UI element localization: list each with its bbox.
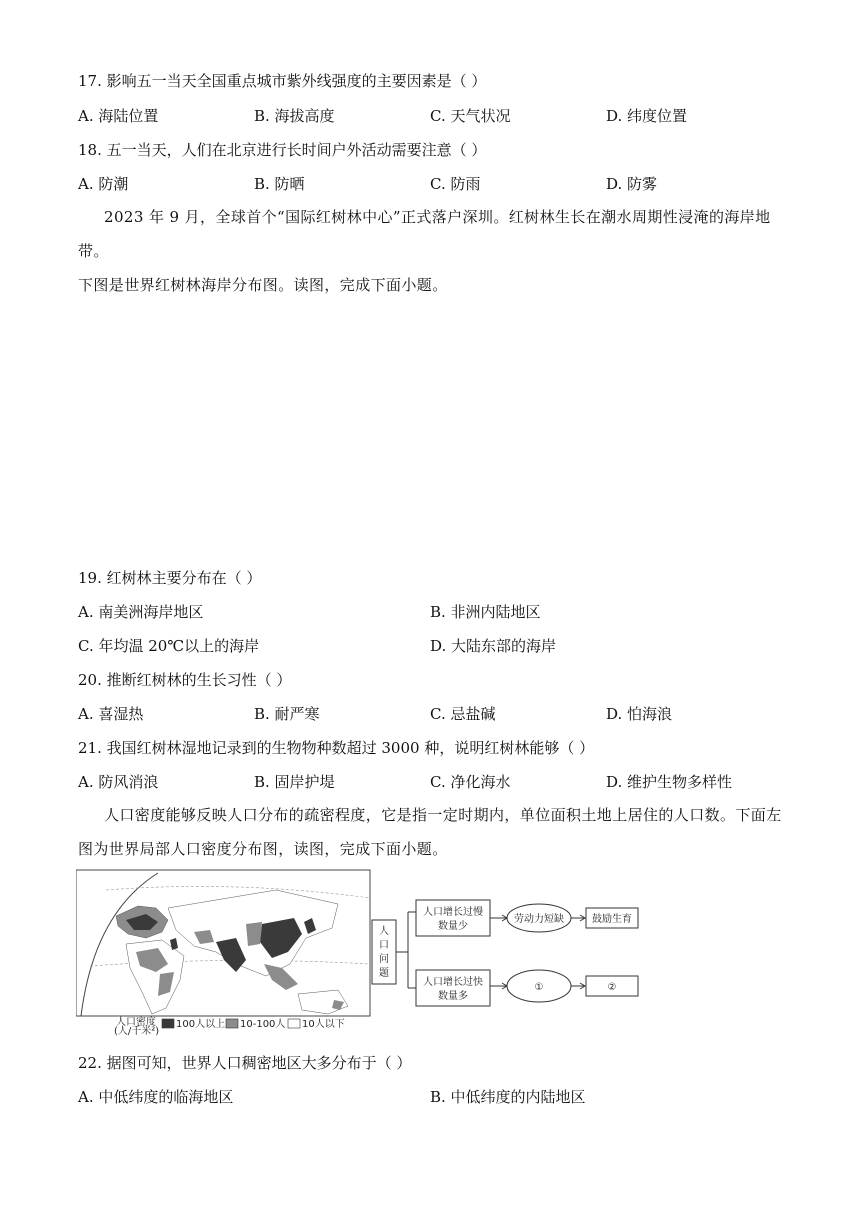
q17-option-b[interactable]: B. 海拔高度 bbox=[254, 107, 335, 125]
population-density-map bbox=[76, 870, 370, 1016]
legend-label-sparse: 10人以下 bbox=[302, 1019, 345, 1030]
passage-population bbox=[78, 798, 798, 866]
map-legend bbox=[114, 1015, 345, 1036]
legend-swatch-medium bbox=[226, 1019, 238, 1028]
q18-option-a[interactable]: A. 防潮 bbox=[78, 175, 129, 193]
legend-label-medium: 10-100人 bbox=[240, 1019, 286, 1030]
legend-title-2: (人/千米²) bbox=[114, 1026, 160, 1036]
q20-option-d[interactable]: D. 怕海浪 bbox=[606, 705, 673, 723]
passage-mangrove bbox=[78, 200, 798, 302]
question-17-stem: 17. 影响五一当天全国重点城市紫外线强度的主要因素是（ ） bbox=[78, 72, 487, 90]
q22-option-b[interactable]: B. 中低纬度的内陆地区 bbox=[430, 1088, 586, 1106]
question-18-stem: 18. 五一当天，人们在北京进行长时间户外活动需要注意（ ） bbox=[78, 141, 487, 159]
question-19-stem: 19. 红树林主要分布在（ ） bbox=[78, 569, 262, 587]
flow-lower-result-label: ② bbox=[607, 982, 617, 993]
q21-option-c[interactable]: C. 净化海水 bbox=[430, 773, 511, 791]
legend-swatch-sparse bbox=[288, 1019, 300, 1028]
q18-option-c[interactable]: C. 防雨 bbox=[430, 175, 481, 193]
q21-option-d[interactable]: D. 维护生物多样性 bbox=[606, 773, 733, 791]
q18-option-d[interactable]: D. 防雾 bbox=[606, 175, 658, 193]
map-region-central-china bbox=[246, 922, 262, 946]
q18-option-b[interactable]: B. 防晒 bbox=[254, 175, 305, 193]
flow-center-char-2: 口 bbox=[379, 940, 389, 951]
q19-option-c[interactable]: C. 年均温 20℃以上的海岸 bbox=[78, 637, 260, 655]
flow-lower-box-line-2: 数量多 bbox=[438, 991, 468, 1002]
question-20-stem: 20. 推断红树林的生长习性（ ） bbox=[78, 671, 292, 689]
passage-population-line-2: 图为世界局部人口密度分布图，读图，完成下面小题。 bbox=[78, 840, 448, 858]
q21-option-b[interactable]: B. 固岸护堤 bbox=[254, 773, 335, 791]
flow-lower-oval-label: ① bbox=[534, 982, 544, 993]
flow-upper-oval-label: 劳动力短缺 bbox=[514, 914, 564, 925]
flow-upper-box-line-1: 人口增长过慢 bbox=[423, 907, 483, 918]
flow-center-char-1: 人 bbox=[379, 926, 389, 937]
population-figure bbox=[76, 868, 646, 1036]
flow-center-char-3: 问 bbox=[379, 954, 389, 965]
question-22-stem: 22. 据图可知，世界人口稠密地区大多分布于（ ） bbox=[78, 1054, 412, 1072]
q19-option-a[interactable]: A. 南美洲海岸地区 bbox=[78, 603, 204, 621]
q17-option-d[interactable]: D. 纬度位置 bbox=[606, 107, 688, 125]
q19-option-b[interactable]: B. 非洲内陆地区 bbox=[430, 603, 541, 621]
flow-upper-result-label: 鼓励生育 bbox=[592, 914, 632, 925]
question-21-stem: 21. 我国红树林湿地记录到的生物物种数超过 3000 种，说明红树林能够（ ） bbox=[78, 739, 595, 757]
q17-option-a[interactable]: A. 海陆位置 bbox=[78, 107, 159, 125]
q20-option-c[interactable]: C. 忌盐碱 bbox=[430, 705, 496, 723]
q22-option-a[interactable]: A. 中低纬度的临海地区 bbox=[78, 1088, 234, 1106]
q19-option-d[interactable]: D. 大陆东部的海岸 bbox=[430, 637, 557, 655]
flow-lower-box-line-1: 人口增长过快 bbox=[423, 977, 483, 988]
passage-mangrove-line-1: 2023 年 9 月，全球首个“国际红树林中心”正式落户深圳。红树林生长在潮水周期性浸淹的海岸地带。 bbox=[78, 208, 771, 260]
legend-title-1: 人口密度 bbox=[116, 1017, 156, 1028]
flow-center-char-4: 题 bbox=[379, 968, 389, 979]
legend-label-dense: 100人以上 bbox=[176, 1019, 226, 1030]
q20-option-b[interactable]: B. 耐严寒 bbox=[254, 705, 320, 723]
legend-swatch-dense bbox=[162, 1019, 174, 1028]
q17-option-c[interactable]: C. 天气状况 bbox=[430, 107, 511, 125]
flow-upper-box-line-2: 数量少 bbox=[438, 921, 468, 932]
passage-mangrove-line-2: 下图是世界红树林海岸分布图。读图，完成下面小题。 bbox=[78, 276, 448, 294]
passage-population-line-1: 人口密度能够反映人口分布的疏密程度，它是指一定时期内，单位面积土地上居住的人口数。下面左 bbox=[104, 806, 782, 824]
q20-option-a[interactable]: A. 喜湿热 bbox=[78, 705, 144, 723]
q21-option-a[interactable]: A. 防风消浪 bbox=[78, 773, 159, 791]
